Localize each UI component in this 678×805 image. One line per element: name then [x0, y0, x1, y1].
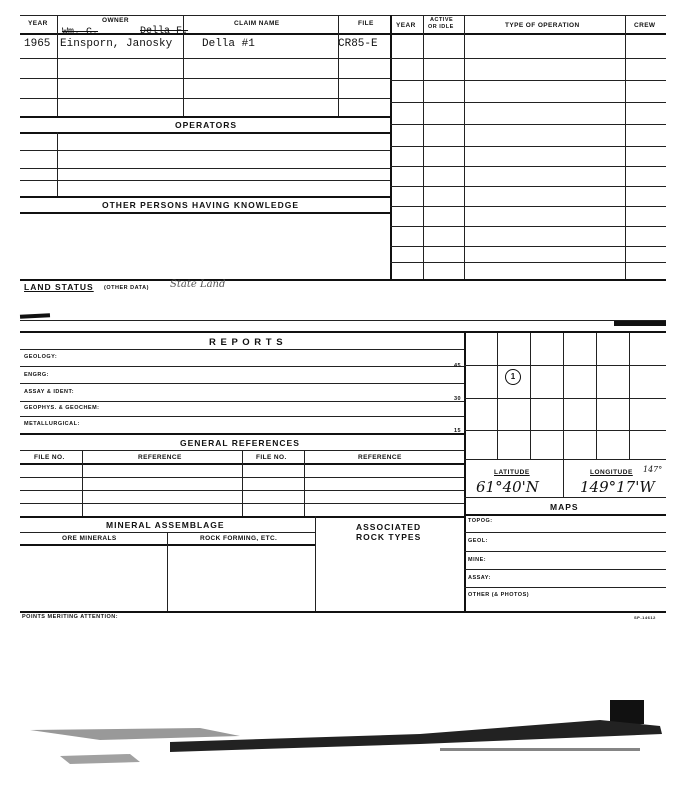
ref-file-no-2: FILE NO.: [256, 454, 287, 461]
idle-header: OR IDLE: [428, 24, 454, 30]
type-of-operation-header: TYPE OF OPERATION: [505, 22, 580, 29]
report-engrg: ENGRG:: [24, 372, 49, 378]
entry-year: 1965: [24, 38, 51, 50]
ref-reference-2: REFERENCE: [358, 454, 402, 461]
rock-forming-header: ROCK FORMING, ETC.: [200, 535, 278, 542]
maps-heading: MAPS: [550, 502, 579, 512]
struck-owner: Wm. C.: [62, 27, 99, 38]
reports-heading: R E P O R T S: [209, 337, 284, 348]
owner-header: OWNER: [102, 17, 129, 24]
report-geophys: GEOPHYS. & GEOCHEM:: [24, 405, 100, 411]
land-status-value: State Land: [170, 279, 226, 290]
mineral-assemblage-heading: MINERAL ASSEMBLAGE: [106, 520, 225, 530]
associated-heading-2: ROCK TYPES: [356, 532, 422, 542]
entry-file: CR85-E: [338, 38, 378, 50]
report-assay: ASSAY & IDENT:: [24, 389, 75, 395]
entry-claim-name: Della #1: [202, 38, 255, 50]
file-header: FILE: [358, 20, 374, 27]
latitude-value: 61°40'N: [476, 478, 539, 496]
report-num-45: 45: [454, 363, 462, 369]
entry-owner: Einsporn, Janosky: [60, 38, 173, 50]
map-mine: MINE:: [468, 557, 487, 563]
right-year-header: YEAR: [396, 22, 416, 29]
claim-name-header: CLAIM NAME: [234, 20, 280, 27]
form-number: SP-14612: [634, 615, 656, 620]
longitude-label: LONGITUDE: [590, 469, 633, 476]
map-other: OTHER (& PHOTOS): [468, 592, 530, 598]
active-header: ACTIVE: [430, 17, 454, 23]
general-references-heading: GENERAL REFERENCES: [180, 438, 300, 448]
crew-header: CREW: [634, 22, 656, 29]
ref-reference-1: REFERENCE: [138, 454, 182, 461]
scan-smudge-right: [614, 321, 666, 326]
struck-claim: Della F.: [140, 26, 189, 37]
points-meriting-attention: POINTS MERITING ATTENTION:: [22, 614, 119, 620]
report-num-30: 30: [454, 396, 462, 402]
land-status-label: LAND STATUS: [24, 282, 94, 292]
other-persons-heading: OTHER PERSONS HAVING KNOWLEDGE: [102, 200, 300, 210]
ore-minerals-header: ORE MINERALS: [62, 535, 117, 542]
scan-noise-bottom: [0, 690, 678, 780]
report-geology: GEOLOGY:: [24, 354, 58, 360]
latitude-label: LATITUDE: [494, 469, 530, 476]
map-geol: GEOL:: [468, 538, 488, 544]
map-assay: ASSAY:: [468, 575, 491, 581]
associated-heading-1: ASSOCIATED: [356, 522, 422, 532]
report-num-15: 15: [454, 428, 462, 434]
longitude-note: 147°: [643, 465, 663, 474]
year-header: YEAR: [28, 20, 48, 27]
map-topog: TOPOG:: [468, 518, 493, 524]
ref-file-no-1: FILE NO.: [34, 454, 65, 461]
scan-smudge-left: [20, 313, 50, 319]
land-status-sub: (OTHER DATA): [104, 285, 149, 291]
longitude-value: 149°17'W: [580, 478, 655, 496]
grid-location-marker: 1: [505, 369, 521, 385]
report-metallurgical: METALLURGICAL:: [24, 421, 80, 427]
operators-heading: OPERATORS: [175, 120, 238, 130]
